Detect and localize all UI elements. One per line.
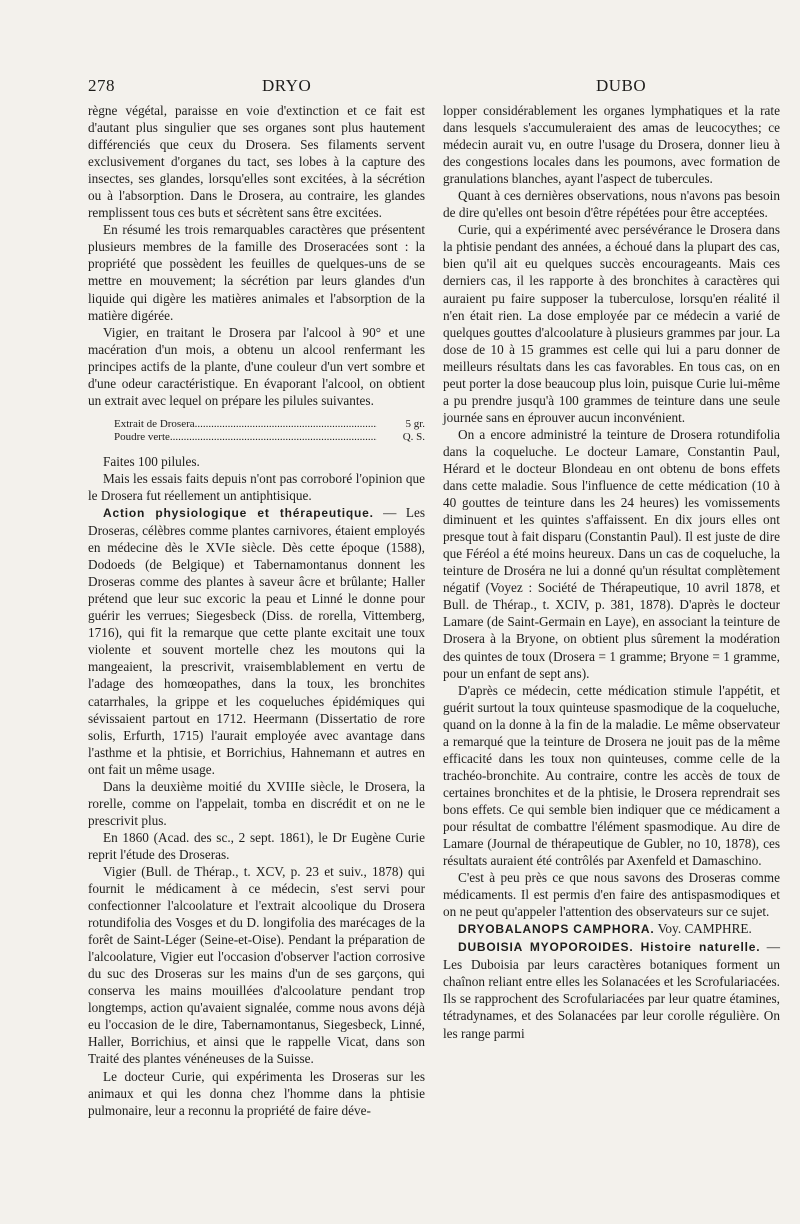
paragraph: Faites 100 pilules. bbox=[103, 453, 200, 469]
paragraph: Curie, qui a expérimenté avec persévérance le Drosera dans la phtisie pendant des années, a échoué dans la plupart des cas, bien qu'il ait eu quelques succès encourageants. Mais ces derniers cas, il les rapporte à des bronchites à caractères qui auraient pu faire supposer la tuberculose, lorsqu'en réalité il n'en était rien. La dose employée par ce médecin a varié de quelques gouttes d'alcoolature à plusieurs grammes par jour. La dose de 10 à 15 grammes est celle qui lui a paru donner de meilleurs résultats dans les cas favorables. En tous cas, on en peut porter la dose beaucoup plus loin, puisque Curie lui-même a pu prendre jusqu'à 100 grammes de teinture dans une seule journée sans en éprouver aucun inconvénient. bbox=[443, 222, 780, 425]
paragraph: En 1860 (Acad. des sc., 2 sept. 1861), le Dr Eugène Curie reprit l'étude des Droseras. bbox=[88, 829, 425, 862]
formula-row bbox=[114, 418, 425, 431]
paragraph: règne végétal, paraisse en voie d'extinction et ce fait est d'autant plus singulier que ses organes sont plus hautement différenciés que ceux du Drosera. Ses filaments servent exclusivement d'organes du tact, ses lobes à la capture des insectes, ses glandes, lorsqu'elles sont excitées, à la sécrétion ou à l'absorption. Dans le Drosera, au contraire, les glandes remplissent tous ces buts et sécrètent sans être excitées. bbox=[88, 103, 425, 221]
entry-text: Voy. CAMPHRE. bbox=[654, 921, 752, 937]
formula-row bbox=[114, 431, 425, 444]
paragraph: C'est à peu près ce que nous savons des Droseras comme médicaments. Il est permis d'en faire des antispasmodiques et on ne peut qu'appeler l'attention des observateurs sur ce sujet. bbox=[443, 870, 780, 920]
dot-leader bbox=[195, 418, 377, 431]
paragraph: Vigier, en traitant le Drosera par l'alcool à 90° et une macération d'un mois, a obtenu un alcool renfermant les principes actifs de la plante, d'une couleur d'un vert sombre et d'une odeur caractéristique. En évaporant l'alcool, on obtient un extrait avec lequel on prépare les pilules suivantes. bbox=[88, 324, 425, 408]
paragraph: lopper considérablement les organes lymphatiques et la rate dans lesquels s'accumuleraient des amas de leucocythes; ce médecin aurait vu, en outre l'usage du Drosera, donner lieu à des congestions locales dans les poumons, avec formation de granulations blanches, ayant l'aspect de tubercules. bbox=[443, 103, 780, 187]
left-column bbox=[88, 102, 425, 1119]
formula-quantity: 5 gr. bbox=[405, 417, 425, 430]
formula-ingredient: Poudre verte bbox=[114, 430, 170, 443]
left-running-head: DRYO bbox=[262, 76, 312, 95]
paragraph: Le docteur Curie, qui expérimenta les Droseras sur les animaux et qui les donna chez l'homme dans la phtisie pulmonaire, leur a reconnu la propriété de faire déve- bbox=[88, 1068, 425, 1118]
dictionary-entry bbox=[443, 938, 780, 1041]
dot-leader bbox=[170, 431, 377, 444]
dictionary-entry bbox=[443, 920, 780, 938]
section-paragraph bbox=[88, 504, 425, 778]
paragraph: D'après ce médecin, cette médication stimule l'appétit, et guérit surtout la toux quinteuse spasmodique de la coqueluche, quand on la donne à la fin de la maladie. Le même observateur a remarqué que la teinture de Drosera ne jouit pas de la même efficacité dans les toux non quinteuses, comme celle de la trachéo-bronchite. Au contraire, contre les accès de toux de certaines bronchites et de la phtisie, le Drosera reprendrait ses bons effets. Ce qui semble bien indiquer que ce médicament a pour résultat de combattre l'élément spasmodique. Au dire de Lamare (Journal de thérapeutique de Gubler, no 10, 1878), ces résultats auraient été contrôlés par Axenfeld et Damaschino. bbox=[443, 682, 780, 869]
section-text: — Les Droseras, célèbres comme plantes carnivores, étaient employés en médecine dès le XVIe siècle. Dès cette époque (1588), Dodoeds (de Belgique) et Tabernamontanus donnent les Droseras comme des plantes à saveur âcre et brûlante; Haller prétend que leur suc excoric la peau et Linné le donne pour guérir les verrues; Siegesbeck (Diss. de rorella, Vittemberg, 1716), qui fit la remarque que cette plante excitait une toux violente et souvent mortelle chez les moutons qui la mangeaient, la prescrivit, vraisemblablement en vertu de l'adage des homœopathes, dans la toux, les bronchites catarrhales, la grippe et les coqueluches épidémiques qui sévissaient partout en 1712. Heermann (Dissertatio de rore solis, Erfurth, 1715) l'aurait employée avec avantage dans l'asthme et la phtisie, et Borrichius, Hahnemann et autres en ont fait un même usage. bbox=[88, 504, 425, 777]
right-running-head: DUBO bbox=[596, 76, 647, 95]
paragraph: Dans la deuxième moitié du XVIIIe siècle, le Drosera, la rorelle, comme on l'appelait, tomba en discrédit et on ne le prescrivit plus. bbox=[88, 778, 425, 828]
formula-quantity: Q. S. bbox=[402, 430, 425, 443]
paragraph: Quant à ces dernières observations, nous n'avons pas besoin de dire qu'elles ont besoin d'être répétées pour être acceptées. bbox=[443, 188, 780, 221]
paragraph: On a encore administré la teinture de Drosera rotundifolia dans la coqueluche. Le docteur Lamare, Constantin Paul, Hérard et le docteur Blondeau en ont obtenu de bons effets dans cette maladie. Sous l'influence de cette médication (10 à 40 gouttes de teinture dans les 24 heures) les vomissements diminuent et les quintes s'affaissent. En dix jours elles ont presque tout à fait disparu (Constantin Paul). Il est juste de dire que Féréol a été moins heureux. Dans un cas de coqueluche, la teinture de Droséra ne lui a donné qu'un résultat complètement négatif (Voyez : Société de Thérapeutique, 10 avril 1878, et Bull. de Thérap., t. XCIV, p. 381, 1878). D'après le docteur Lamare (de Saint-Germain en Laye), en associant la teinture de Drosera à la Bryone, on obtient plus sûrement la modération des quintes de toux (Drosera = 1 gramme; Bryone = 1 gramme, pour un enfant de sept ans). bbox=[443, 426, 780, 681]
paragraph: En résumé les trois remarquables caractères que présentent plusieurs membres de la famille des Droseracées sont : la propriété que possèdent les feuilles de quelques-uns de se mettre en mouvement; la sécrétion par leurs glandes d'un liquide qui digère les matières animales et l'absorption de la matière digérée. bbox=[88, 222, 425, 323]
page-number: 278 bbox=[88, 76, 115, 95]
right-column bbox=[443, 102, 780, 1042]
section-heading: Action physiologique et thérapeutique. bbox=[103, 505, 374, 520]
entry-text: — Les Duboisia par leurs caractères botaniques forment un chaînon reliant entre elles les Solanacées et les Scrofulariacées. Ils se rapprochent des Scrofulariacées par leur quatre étamines, tétradynames, et des Solanacées par leur corolle régulière. On les range parmi bbox=[443, 939, 780, 1041]
formula-ingredient: Extrait de Drosera bbox=[114, 417, 195, 430]
entry-heading: DRYOBALANOPS CAMPHORA. bbox=[458, 922, 655, 937]
paragraph: Vigier (Bull. de Thérap., t. XCV, p. 23 et suiv., 1878) qui fournit le médicament à ce médecin, s'est servi pour confectionner l'alcoolature et l'extrait alcoolique du Drosera rotundifolia des Vosges et du D. longifolia des marécages de la forêt de Saint-Léger (Seine-et-Oise). Pendant la préparation de l'alcoolature, Vigier eut l'occasion d'observer l'action corrosive du suc des Droseras sur les mains d'un de ses garçons, qui conserva les mains mouillées d'alcoolature pendant trop longtemps, action qu'avaient signalée, comme nous avons déjà eu l'occasion de le dire, Tabernamontanus, Siegesbeck, Linné, Haller, Borrichius, et ainsi que le rappelle Vicat, dans son Traité des plantes vénéneuses de la Suisse. bbox=[88, 863, 425, 1067]
paragraph: Mais les essais faits depuis n'ont pas corroboré l'opinion que le Drosera fut réellement un antiphtisique. bbox=[88, 470, 425, 503]
formula bbox=[114, 418, 425, 444]
entry-heading: DUBOISIA MYOPOROIDES. Histoire naturelle. bbox=[458, 940, 761, 955]
running-head bbox=[88, 76, 762, 96]
